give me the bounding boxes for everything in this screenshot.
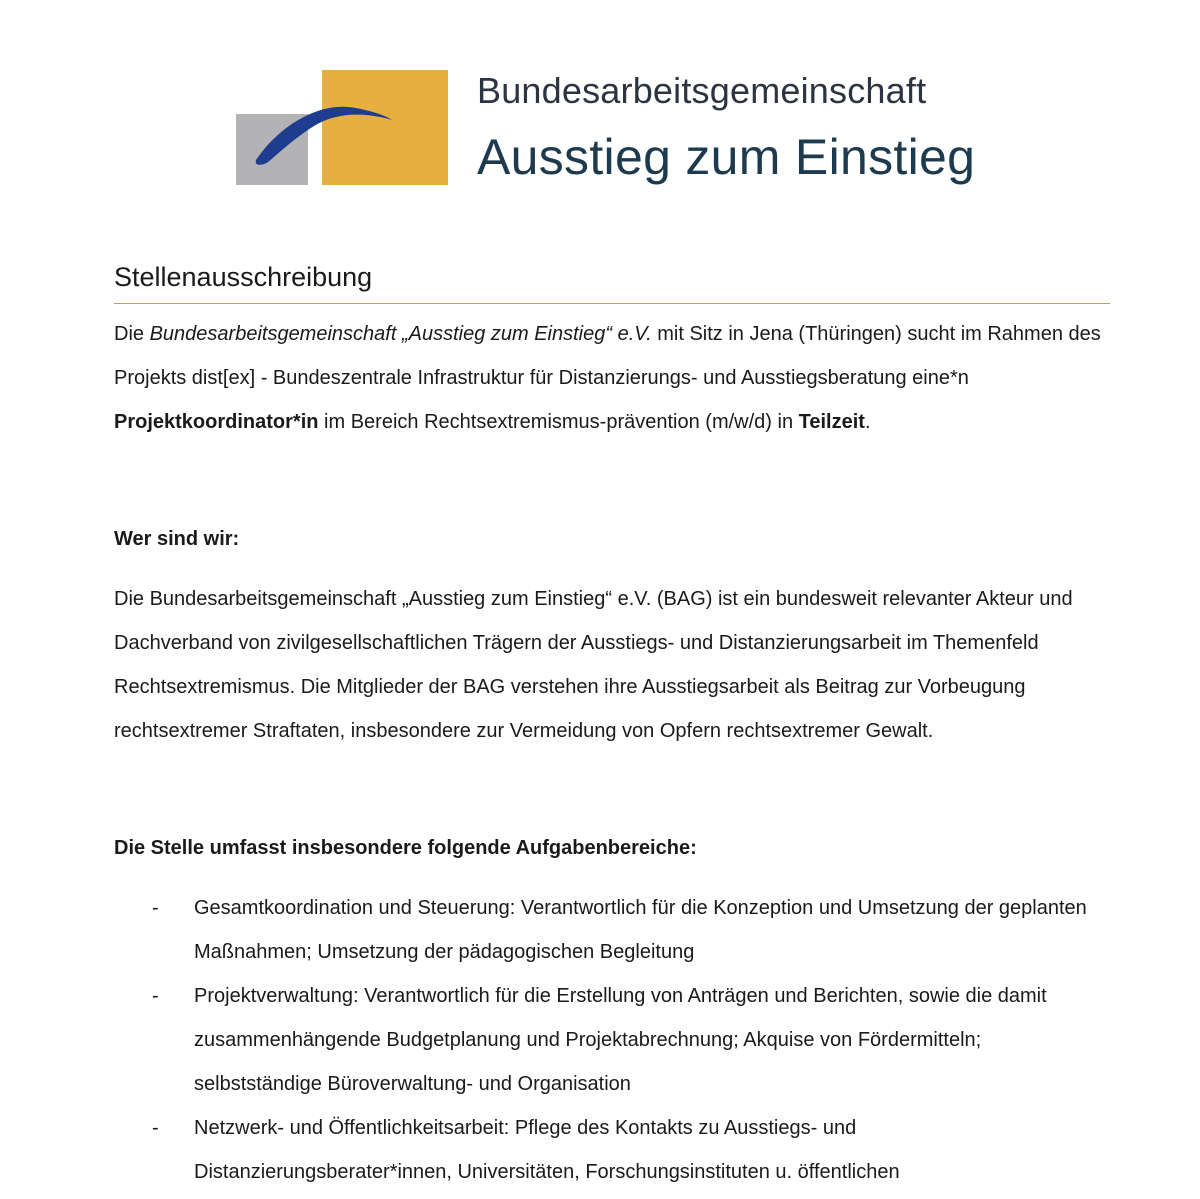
section-heading-stelle: Die Stelle umfasst insbesondere folgende Aufgabenbereiche: bbox=[114, 837, 697, 859]
logo-swoosh-icon bbox=[236, 70, 476, 200]
intro-parttime: Teilzeit bbox=[798, 411, 865, 433]
task-list bbox=[114, 886, 1114, 1194]
list-item bbox=[114, 1106, 1114, 1194]
list-item bbox=[114, 886, 1114, 974]
logo-title-line1: Bundesarbeitsgemeinschaft bbox=[477, 70, 927, 111]
heading-divider bbox=[114, 303, 1110, 304]
list-dash: - bbox=[152, 985, 159, 1007]
intro-org-name: Bundesarbeitsgemeinschaft „Ausstieg zum Einstieg“ e.V. bbox=[149, 323, 652, 345]
organization-logo bbox=[236, 70, 996, 200]
wer-paragraph: Die Bundesarbeitsgemeinschaft „Ausstieg zum Einstieg“ e.V. (BAG) ist ein bundesweit relevanter Akteur und Dachverband von zivilgesellschaftlichen Trägern der Ausstiegs- und Distanzierungsarbeit im Themenfeld Rechtsextremismus. Die Mitglieder der BAG verstehen ihre Ausstiegsarbeit als Beitrag zur Vorbeugung rechtsextremer Straftaten, insbesondere zur Vermeidung von Opfern rechtsextremer Gewalt. bbox=[114, 588, 1073, 742]
list-item-text: Gesamtkoordination und Steuerung: Verantwortlich für die Konzeption und Umsetzung der geplanten Maßnahmen; Umsetzung der pädagogischen Begleitung bbox=[194, 897, 1087, 963]
section-heading-wer: Wer sind wir: bbox=[114, 528, 240, 550]
page-title: Stellenausschreibung bbox=[114, 262, 373, 292]
intro-position: Projektkoordinator*in bbox=[114, 411, 319, 433]
logo-title-line2: Ausstieg zum Einstieg bbox=[477, 129, 976, 185]
intro-text-3: im Bereich Rechtsextremismus-prävention (m/w/d) in bbox=[318, 411, 799, 433]
list-item-text: Netzwerk- und Öffentlichkeitsarbeit: Pflege des Kontakts zu Ausstiegs- und Distanzierungsberater*innen, Universitäten, Forschungsinstituten u. öffentlichen bbox=[194, 1117, 900, 1183]
intro-paragraph bbox=[114, 312, 1114, 444]
intro-text-1: Die bbox=[114, 323, 150, 345]
list-item-text: Projektverwaltung: Verantwortlich für die Erstellung von Anträgen und Berichten, sowie die damit zusammenhängende Budgetplanung und Projektabrechnung; Akquise von Fördermitteln; selbstständige Büroverwaltung- und Organisation bbox=[194, 985, 1047, 1095]
intro-text-4: . bbox=[864, 411, 871, 433]
list-dash: - bbox=[152, 897, 159, 919]
intro-text-2: mit Sitz in Jena (Thüringen) sucht im Rahmen des Projekts dist[ex] - Bundeszentrale Infrastruktur für Distanzierungs- und Ausstiegsberatung eine*n bbox=[114, 323, 1101, 389]
list-dash: - bbox=[152, 1117, 159, 1139]
list-item bbox=[114, 974, 1114, 1106]
